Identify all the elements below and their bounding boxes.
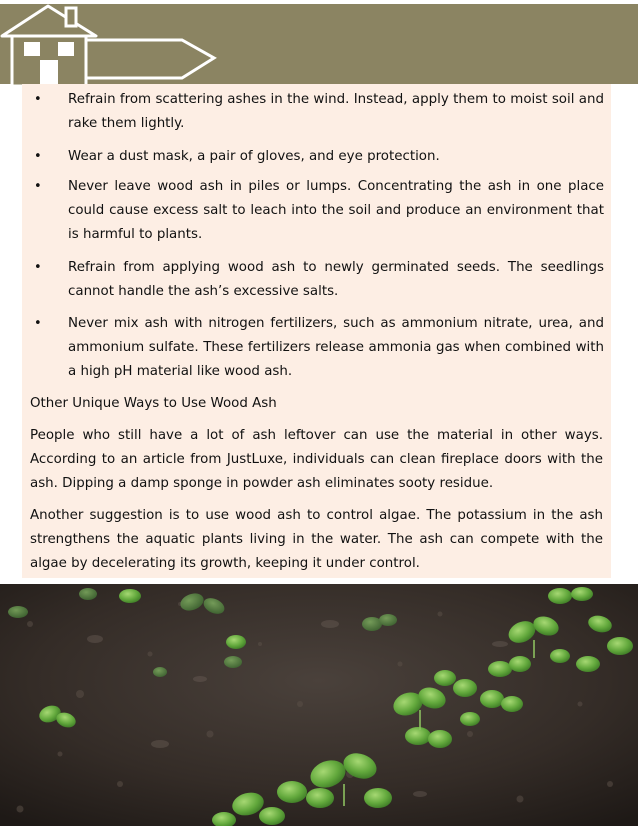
bullet-dot: •	[34, 316, 42, 331]
paragraph: Another suggestion is to use wood ash to control algae. The potassium in the ash strengthens the aquatic plants living in the water. The ash can compete with the algae by decelerating its growth, keeping it under control.	[30, 508, 603, 571]
bullet-dot: •	[34, 260, 42, 275]
content-panel	[22, 84, 611, 578]
bullet-dot: •	[34, 92, 42, 107]
bullet-dot: •	[34, 149, 42, 164]
section-heading: Other Unique Ways to Use Wood Ash	[30, 396, 277, 411]
list-item-text: Refrain from applying wood ash to newly germinated seeds. The seedlings cannot handle the ash’s excessive salts.	[68, 260, 604, 299]
list-item-text: Wear a dust mask, a pair of gloves, and eye protection.	[68, 149, 440, 164]
house-icon	[0, 0, 220, 88]
bullet-dot: •	[34, 179, 42, 194]
page-header	[0, 0, 638, 88]
list-item-text: Never leave wood ash in piles or lumps. Concentrating the ash in one place could cause excess salt to leach into the soil and produce an environment that is harmful to plants.	[68, 179, 604, 242]
seedlings-photo	[0, 584, 638, 826]
seedlings-image	[0, 584, 638, 826]
list-item-text: Refrain from scattering ashes in the wind. Instead, apply them to moist soil and rake them lightly.	[68, 92, 604, 131]
paragraph: People who still have a lot of ash leftover can use the material in other ways. According to an article from JustLuxe, individuals can clean fireplace doors with the ash. Dipping a damp sponge in powder ash eliminates sooty residue.	[30, 428, 603, 491]
list-item-text: Never mix ash with nitrogen fertilizers, such as ammonium nitrate, urea, and ammonium sulfate. These fertilizers release ammonia gas when combined with a high pH material like wood ash.	[68, 316, 604, 379]
